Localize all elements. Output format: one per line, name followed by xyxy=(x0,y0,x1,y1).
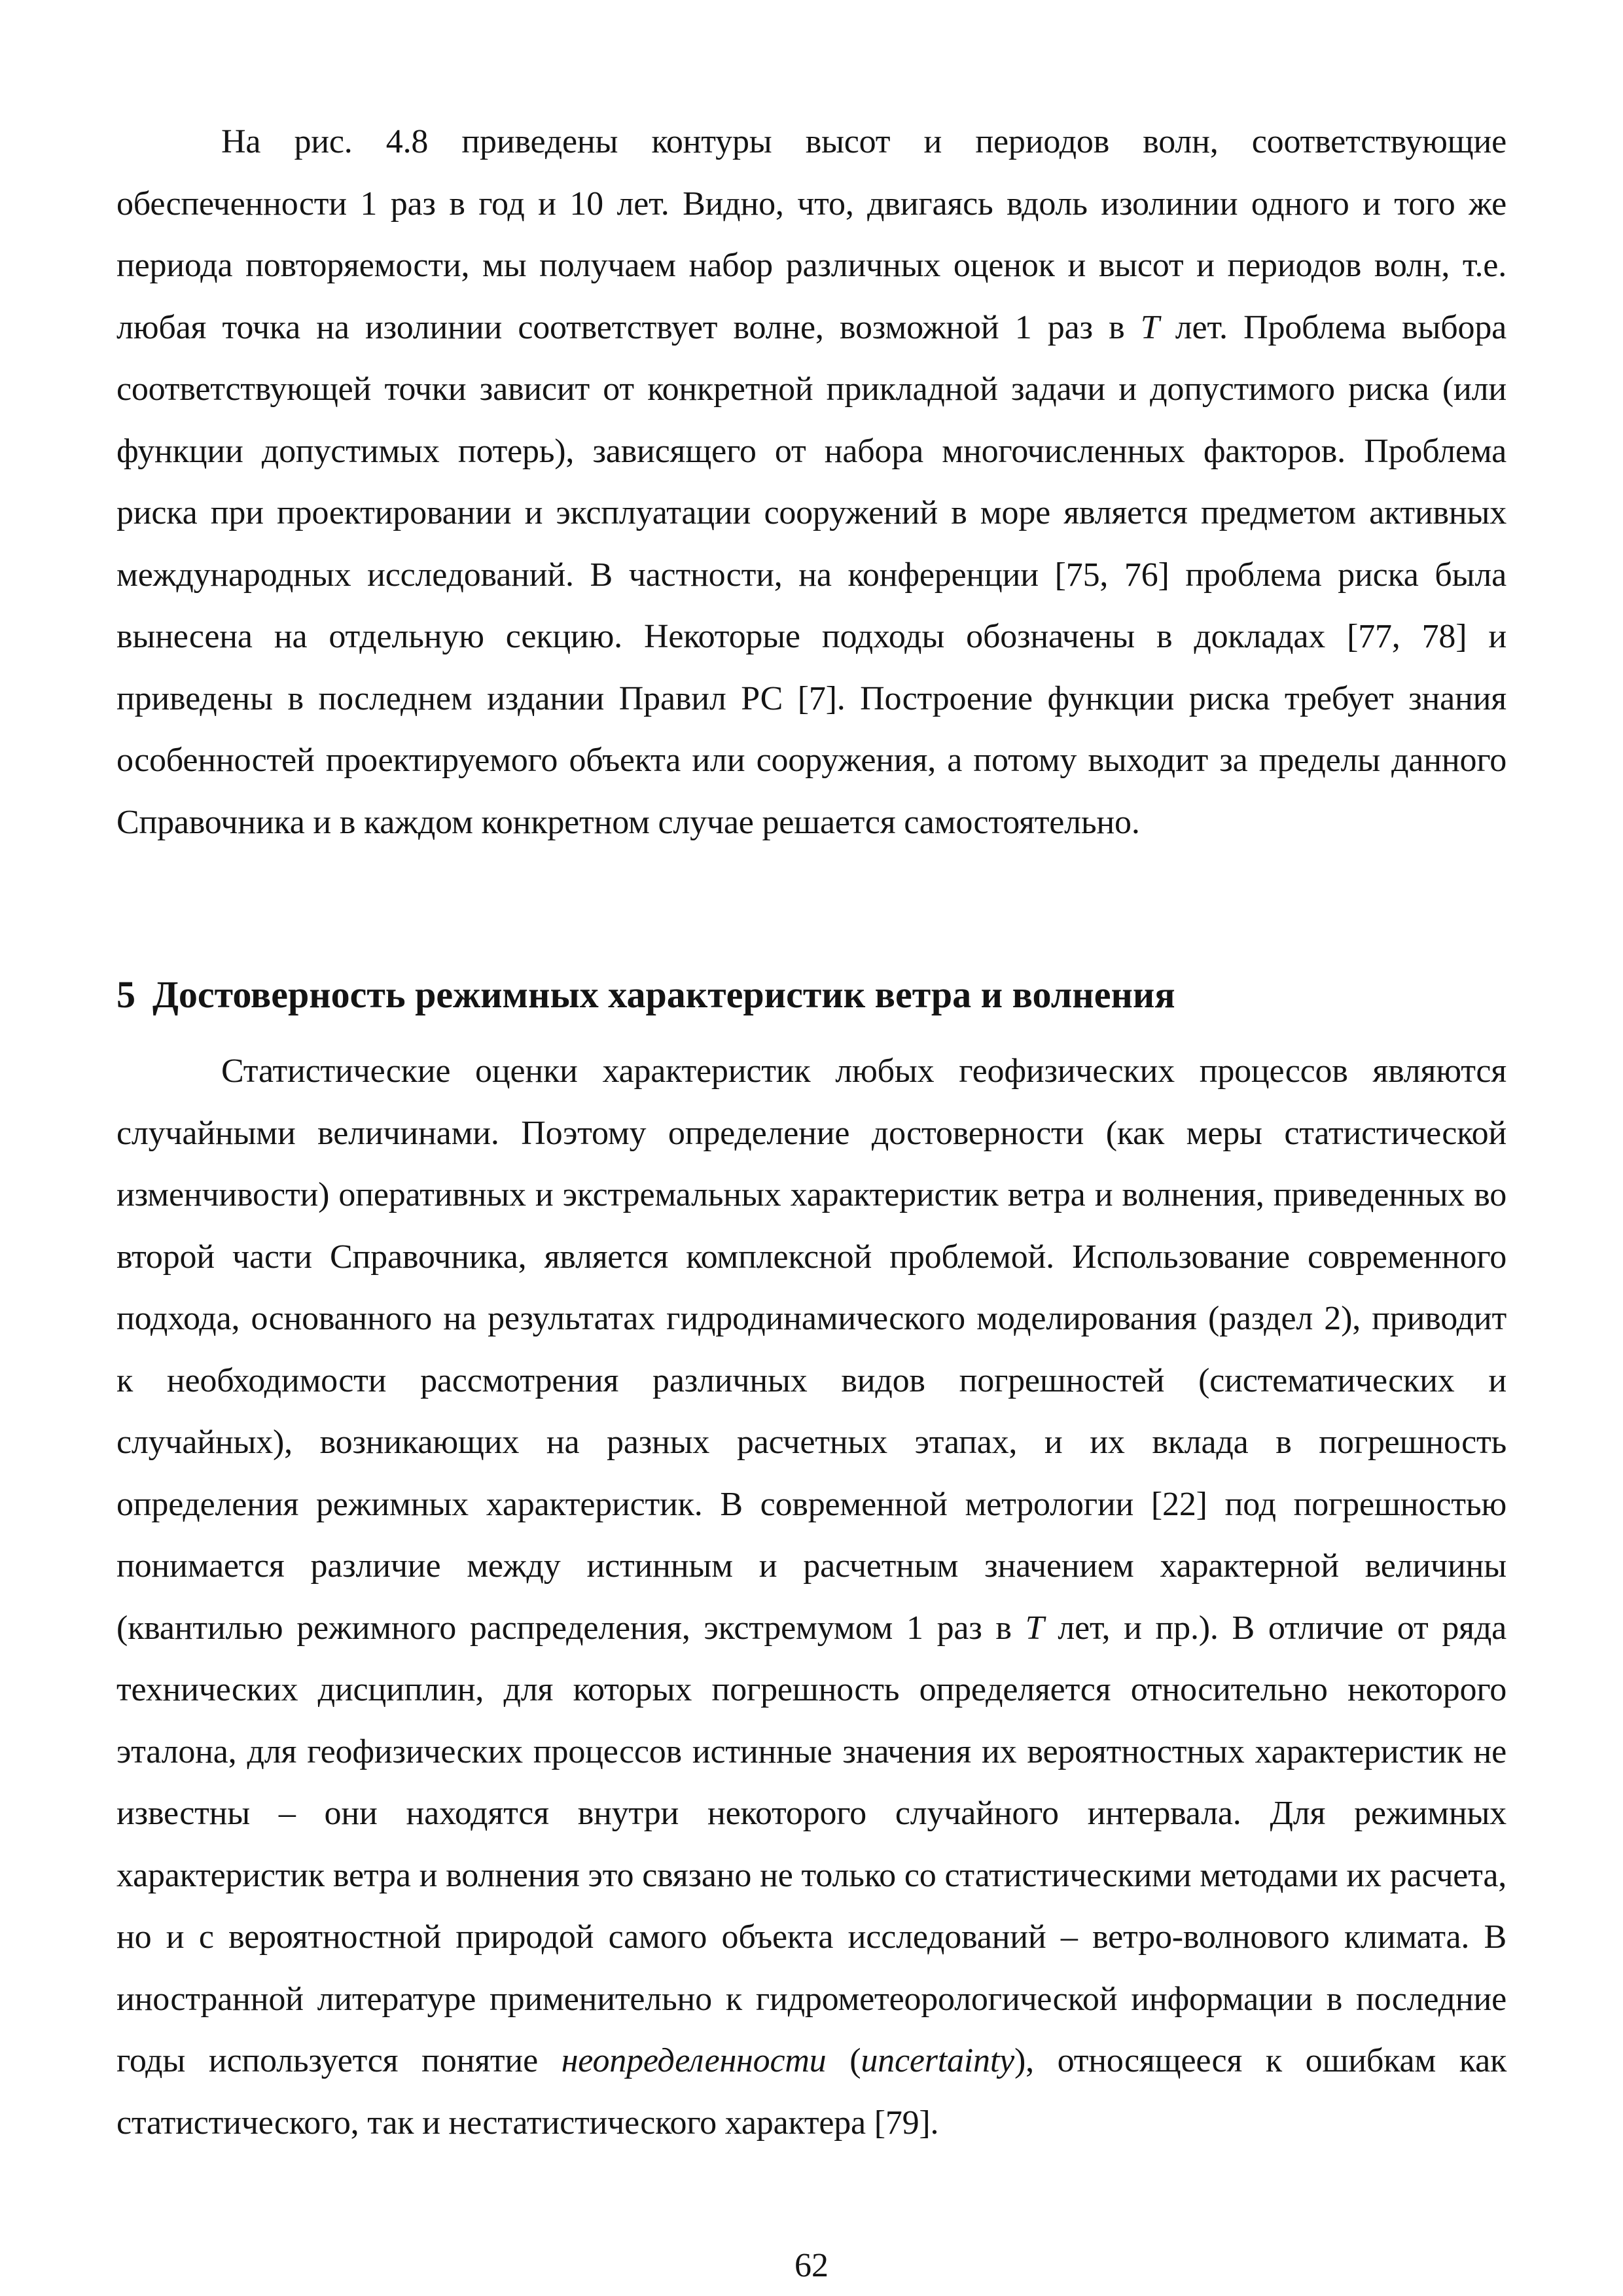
paragraph-2-text-2: лет, и пр.). В отличие от ряда технических дисциплин, для которых погрешность определяется относительно некоторого эталона, для геофизических процессов истинные значения их вероятностных характеристик не известны – они находятся внутри некоторого случайного интервала. Для режимных характеристик ветра и волнения это связано не только со статистическими методами их расчета, но и с вероятностной природой самого объекта исследований – ветро-волнового климата. В иностранной литературе применительно к гидрометеорологической информации в последние годы используется понятие xyxy=(116,1609,1507,2079)
paragraph-2-text-4: ), относящееся к ошибкам как статистического, так и нестатистического характера [79]. xyxy=(116,2042,1507,2142)
paragraph-2-italic-term-1: неопределенности xyxy=(561,2042,827,2079)
section-number: 5 xyxy=(116,973,135,1016)
paragraph-2-italic-term-2: uncertainty xyxy=(861,2042,1014,2079)
page-number: 62 xyxy=(794,2247,829,2284)
section-title: Достоверность режимных характеристик ветра и волнения xyxy=(152,973,1175,1016)
paragraph-2 xyxy=(116,1041,1507,2154)
paragraph-1-italic-t: T xyxy=(1140,308,1160,346)
paragraph-1-text-2: лет. Проблема выбора соответствующей точки зависит от конкретной прикладной задачи и допустимого риска (или функции допустимых потерь), зависящего от набора многочисленных факторов. Проблема риска при проектировании и эксплуатации сооружений в море является предметом активных международных исследований. В частности, на конференции [75, 76] проблема риска была вынесена на отдельную секцию. Некоторые подходы обозначены в докладах [77, 78] и приведены в последнем издании Правил РС [7]. Построение функции риска требует знания особенностей проектируемого объекта или сооружения, а потому выходит за пределы данного Справочника и в каждом конкретном случае решается самостоятельно. xyxy=(116,308,1507,841)
paragraph-1-block xyxy=(116,111,1507,853)
paragraph-2-italic-t: T xyxy=(1025,1609,1044,1647)
paragraph-2-text-3: ( xyxy=(826,2042,861,2079)
paragraph-2-block xyxy=(116,1041,1507,2154)
paragraph-2-text-1: Статистические оценки характеристик любых геофизических процессов являются случайными величинами. Поэтому определение достоверности (как меры статистической изменчивости) оперативных и экстремальных характеристик ветра и волнения, приведенных во второй части Справочника, является комплексной проблемой. Использование современного подхода, основанного на результатах гидродинамического моделирования (раздел 2), приводит к необходимости рассмотрения различных видов погрешностей (систематических и случайных), возникающих на разных расчетных этапах, и их вклада в погрешность определения режимных характеристик. В современной метрологии [22] под погрешностью понимается различие между истинным и расчетным значением характерной величины (квантилью режимного распределения, экстремумом 1 раз в xyxy=(116,1052,1507,1647)
paragraph-1 xyxy=(116,111,1507,853)
paragraph-1-text-1: На рис. 4.8 приведены контуры высот и периодов волн, соответствующие обеспеченности 1 раз в год и 10 лет. Видно, что, двигаясь вдоль изолинии одного и того же периода повторяемости, мы получаем набор различных оценок и высот и периодов волн, т.е. любая точка на изолинии соответствует волне, возможной 1 раз в xyxy=(116,123,1507,346)
section-heading xyxy=(116,969,1507,1021)
